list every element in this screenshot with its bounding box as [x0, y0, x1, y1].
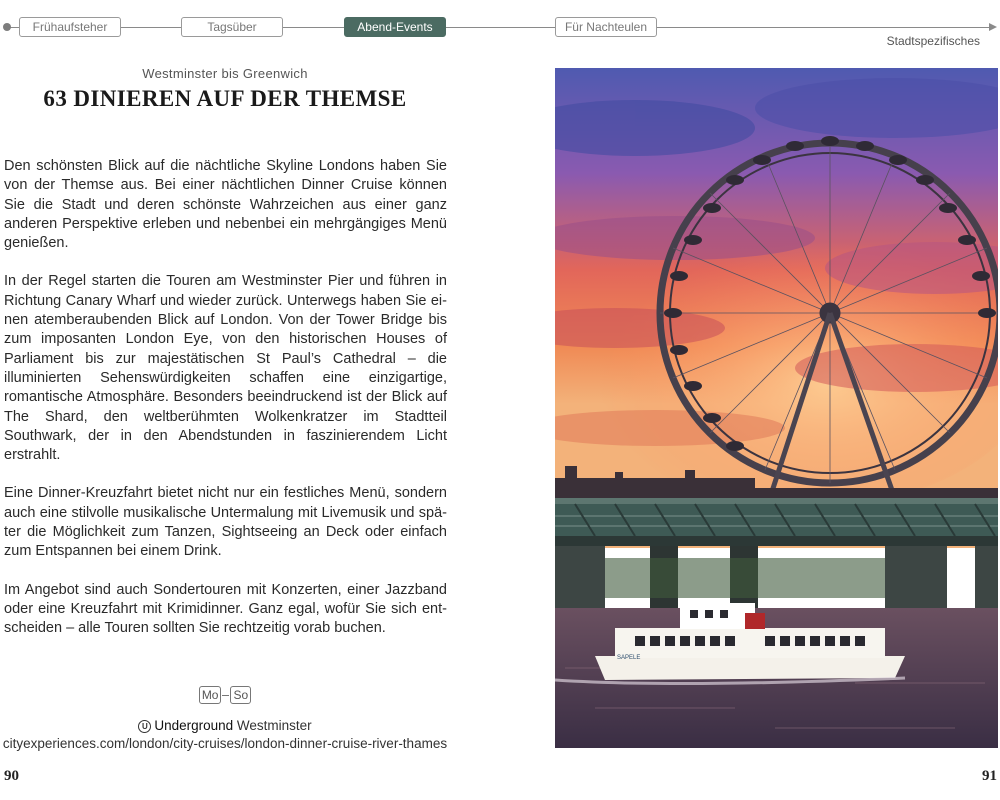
trees	[605, 558, 885, 598]
paragraph: Im Angebot sind auch Sondertouren mit Konzerten, einer Jazzband oder eine Kreuzfahrt mit Krimidinner. Ganz egal, wofür Sie sich entscheiden – alle Touren sollten Sie rechtzeitig vorab buchen.	[4, 581, 447, 637]
website-link[interactable]: cityexperiences.com/london/city-cruises/london-dinner-cruise-river-thames	[2, 736, 448, 751]
day-to-badge: So	[230, 686, 251, 704]
article-body	[4, 157, 447, 658]
transit-label: Underground	[154, 718, 234, 733]
timeline-line	[8, 27, 990, 28]
article-number: 63	[43, 86, 68, 111]
article-title	[0, 86, 450, 112]
page-number-right: 91	[982, 768, 997, 784]
tab-fuer-nachteulen[interactable]: Für Nachteulen	[555, 17, 657, 37]
underground-icon: U	[138, 720, 151, 733]
paragraph: Eine Dinner-Kreuzfahrt bietet nicht nur ein festliches Menü, sondern auch eine stilvolle musikalische Untermalung mit Livemusik und später die Möglichkeit zum Tanzen, Sightseeing an Deck oder einfach zum Entspannen bei einem Drink.	[4, 485, 447, 560]
page-number-left: 90	[4, 768, 19, 784]
london-eye-photo	[555, 68, 998, 748]
article-subtitle: Westminster bis Greenwich	[142, 66, 308, 81]
article-title-text: DINIEREN AUF DER THEMSE	[73, 86, 407, 111]
transit-station: Westminster	[236, 718, 312, 733]
timeline-start-dot	[3, 23, 11, 31]
day-from-badge: Mo	[199, 686, 222, 704]
chapter-label: Stadtspezifisches	[886, 34, 980, 48]
svg-text:SAPELE: SAPELE	[617, 655, 641, 661]
paragraph: Den schönsten Blick auf die nächtliche Skyline Londons haben Sie von der Themse aus. Bei einer nächtlichen Dinner Cruise können Sie die Stadt und deren schönste Wahrzeichen aus einer ganz anderen Perspektive erleben und nebenbei ein mehrgängiges Menü genießen.	[4, 158, 447, 252]
day-range-dash	[222, 695, 229, 696]
tab-tagsueber[interactable]: Tagsüber	[181, 17, 283, 37]
tab-fruehaufsteher[interactable]: Frühaufsteher	[19, 17, 121, 37]
tab-abend-events[interactable]: Abend-Events	[344, 17, 446, 37]
timeline-arrow-icon	[989, 23, 997, 31]
opening-days	[0, 686, 450, 704]
paragraph: In der Regel starten die Touren am Westminster Pier und führen in Richtung Canary Wharf und wieder zurück. Unterwegs haben Sie einen atemberaubenden Blick auf London. Von der Tower Bridge bis zum imposanten London Eye, von den historischen Houses of Parliament bis zur majestätischen St Paul’s Cathedral – die illuminierten Sehenswürdigkeiten schaffen eine einzigartige, romantische Atmosphäre. Besonders beeindruckend ist der Blick auf The Shard, den weltberühmten Wolkenkratzer im Stadtteil Southwark, der in den Abendstunden in faszinierendem Licht erstrahlt.	[4, 273, 447, 464]
transit-info	[0, 718, 450, 733]
